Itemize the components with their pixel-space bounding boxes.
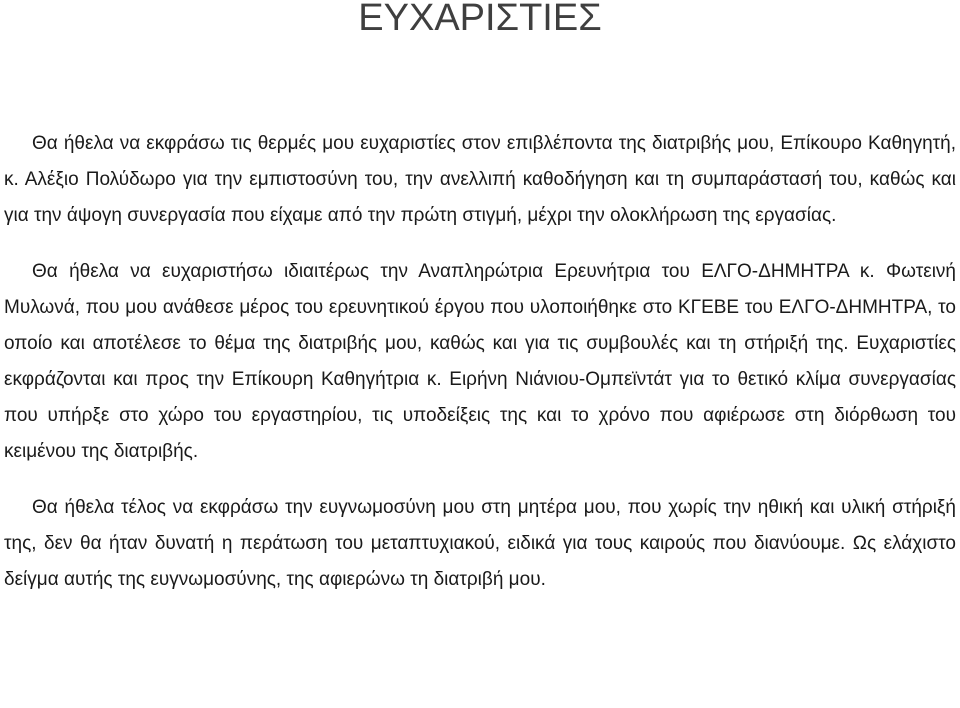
page-title: ΕΥΧΑΡΙΣΤΙΕΣ [358,0,602,39]
paragraph-supervisor-thanks: Θα ήθελα να εκφράσω τις θερμές μου ευχαριστίες στον επιβλέποντα της διατριβής μου, Επίκουρο Καθηγητή, κ. Αλέξιο Πολύδωρο για την εμπιστοσύνη του, την ανελλιπή καθοδήγηση και τη συμπαράστασή του, καθώς και για την άψογη συνεργασία που είχαμε από την πρώτη στιγμή, μέχρι την ολοκλήρωση της εργασίας. [4,133,956,226]
document-body [4,126,956,618]
paragraph-researcher-thanks: Θα ήθελα να ευχαριστήσω ιδιαιτέρως την Αναπληρώτρια Ερευνήτρια του ΕΛΓΟ-ΔΗΜΗΤΡΑ κ. Φωτεινή Μυλωνά, που μου ανάθεσε μέρος του ερευνητικού έργου που υλοποιήθηκε στο ΚΓΕΒΕ του ΕΛΓΟ-ΔΗΜΗΤΡΑ, το οποίο και αποτέλεσε το θέμα της διατριβής μου, καθώς και για τις συμβουλές και τη στήριξή της. Ευχαριστίες εκφράζονται και προς την Επίκουρη Καθηγήτρια κ. Ειρήνη Νιάνιου-Ομπεϊντάτ για το θετικό κλίμα συνεργασίας που υπήρξε στο χώρο του εργαστηρίου, τις υποδείξεις της και το χρόνο που αφιέρωσε στη διόρθωση του κειμένου της διατριβής. [4,261,956,462]
paragraph-mother-thanks: Θα ήθελα τέλος να εκφράσω την ευγνωμοσύνη μου στη μητέρα μου, που χωρίς την ηθική και υλική στήριξή της, δεν θα ήταν δυνατή η περάτωση του μεταπτυχιακού, ειδικά για τους καιρούς που διανύουμε. Ως ελάχιστο δείγμα αυτής της ευγνωμοσύνης, της αφιερώνω τη διατριβή μου. [4,497,956,590]
